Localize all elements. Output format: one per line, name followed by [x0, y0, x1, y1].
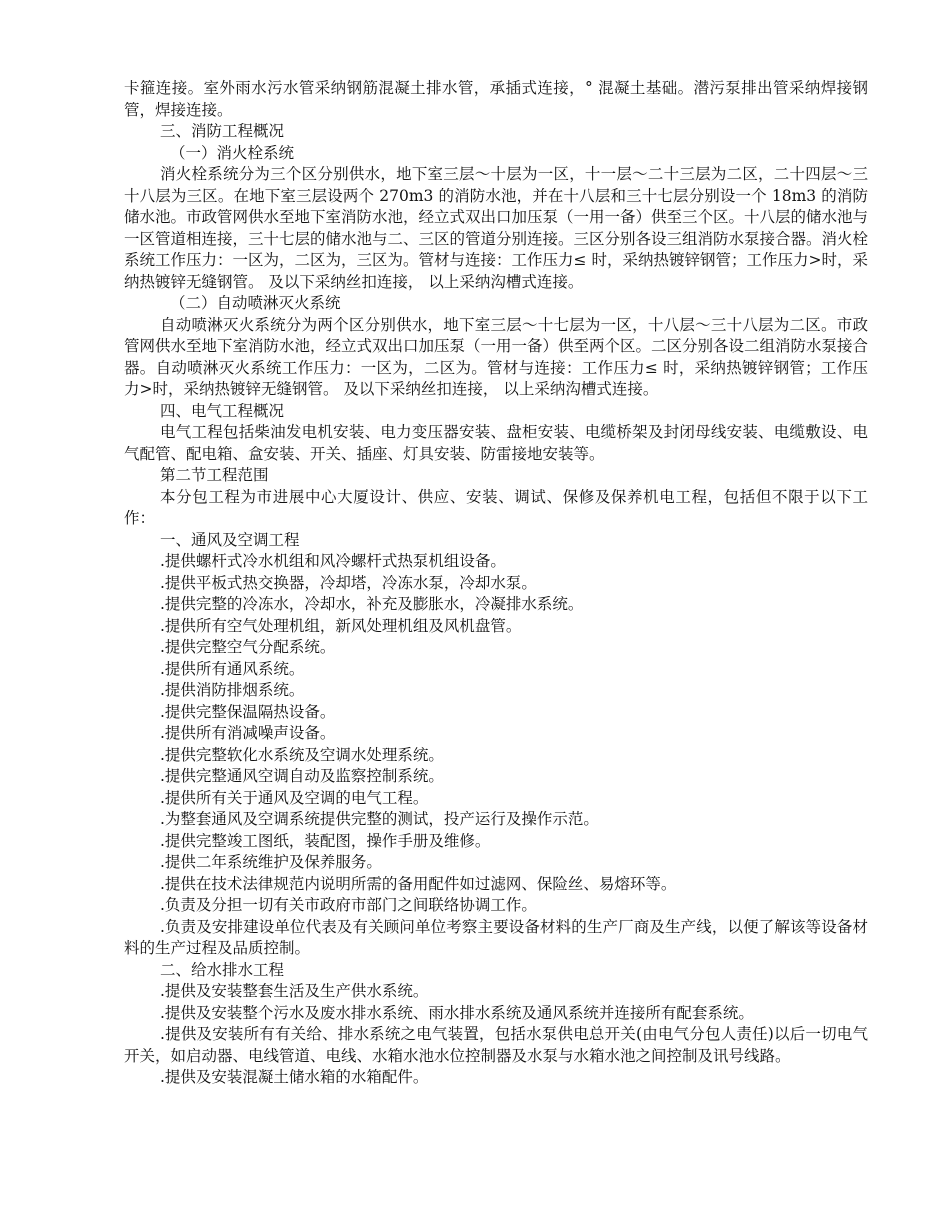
- list-item: .提供所有空气处理机组，新风处理机组及风机盘管。: [160, 616, 522, 635]
- section-heading: 三、消防工程概况: [160, 122, 285, 140]
- list-item: .提供完整竣工图纸，装配图，操作手册及维修。: [160, 831, 491, 850]
- list-item: .提供及安装混凝土储水箱的水箱配件。: [160, 1068, 429, 1086]
- list-item: .提供螺杆式冷水机组和风冷螺杆式热泵机组设备。: [160, 552, 506, 570]
- list-item: .提供所有关于通风及空调的电气工程。: [160, 788, 429, 807]
- list-item: .提供消防排烟系统。: [160, 681, 305, 699]
- list-item: .提供完整保温隔热设备。: [160, 702, 336, 721]
- paragraph: 电气工程包括柴油发电机安装、电力变压器安装、盘柜安装、电缆桥架及封闭母线安装、电缆敷设、电气配管、配电箱、盒安装、开关、插座、灯具安装、防雷接地安装等。: [124, 423, 868, 463]
- list-item: .提供及安装整个污水及废水排水系统、雨水排水系统及通风系统并连接所有配套系统。: [160, 1003, 754, 1022]
- list-item: .提供二年系统维护及保养服务。: [160, 853, 382, 871]
- section-heading: 四、电气工程概况: [160, 401, 285, 420]
- list-item: .提供完整空气分配系统。: [160, 638, 336, 656]
- list-item: .提供完整通风空调自动及监察控制系统。: [160, 767, 444, 785]
- paragraph: 卡箍连接。室外雨水污水管采纳钢筋混凝土排水管，承插式连接，° 混凝土基础。潜污泵排出管采纳焊接钢管，焊接连接。: [124, 79, 868, 119]
- subsection-heading: （二）自动喷淋灭火系统: [170, 294, 341, 312]
- list-item: .提供在技术法律规范内说明所需的备用配件如过滤网、保险丝、易熔环等。: [160, 874, 677, 893]
- section-heading: 第二节工程范围: [160, 466, 269, 484]
- list-item: .提供及安装所有有关给、排水系统之电气装置，包括水泵供电总开关(由电气分包人责任)以后一切电气开关，如启动器、电线管道、电线、水箱水池水位控制器及水泵与水箱水池之间控制及讯号线路。: [124, 1025, 868, 1065]
- list-item: .提供所有消减噪声设备。: [160, 724, 336, 742]
- list-item: .提供完整的冷冻水，冷却水，补充及膨胀水，冷凝排水系统。: [160, 595, 584, 613]
- paragraph: 自动喷淋灭火系统分为两个区分别供水，地下室三层～十七层为一区，十八层～三十八层为二区。市政管网供水至地下室消防水池，经立式双出口加压泵（一用一备）供至两个区。二区分别各设二组消防水泵接合器。自动喷淋灭火系统工作压力：一区为，二区为。管材与连接：工作压力≤ 时，采纳热镀锌钢管；工作压力>时，采纳热镀锌无缝钢管。 及以下采纳丝扣连接， 以上采纳沟槽式连接。: [124, 315, 869, 398]
- section-heading: 一、通风及空调工程: [160, 530, 300, 549]
- paragraph: 本分包工程为市进展中心大厦设计、供应、安装、调试、保修及保养机电工程，包括但不限于以下工作：: [124, 487, 868, 527]
- section-heading: 二、给水排水工程: [160, 960, 285, 979]
- subsection-heading: （一）消火栓系统: [170, 143, 295, 162]
- list-item: .负责及分担一切有关市政府市部门之间联络协调工作。: [160, 896, 537, 914]
- list-item: .提供所有通风系统。: [160, 659, 305, 678]
- paragraph: 消火栓系统分为三个区分别供水，地下室三层～十层为一区，十一层～二十三层为二区，二十四层～三十八层为三区。在地下室三层设两个 270m3 的消防水池，并在十八层和三十七层分别设一个 18m3 的消防储水池。市政管网供水至地下室消防水池，经立式双出口加压泵（一用一备）供至三个区。十八层的储水池与一区管道相连接，三十七层的储水池与二、三区的管道分别连接。三区分别各设三组消防水泵接合器。消火栓系统工作压力：一区为，二区为，三区为。管材与连接：工作压力≤ 时，采纳热镀锌钢管；工作压力>时，采纳热镀锌无缝钢管。 及以下采纳丝扣连接， 以上采纳沟槽式连接。: [124, 165, 869, 291]
- list-item: .提供平板式热交换器，冷却塔，冷冻水泵，冷却水泵。: [160, 573, 537, 592]
- list-item: .提供及安装整套生活及生产供水系统。: [160, 982, 429, 1000]
- list-item: .提供完整软化水系统及空调水处理系统。: [160, 745, 444, 764]
- list-item: .负责及安排建设单位代表及有关顾问单位考察主要设备材料的生产厂商及生产线，以便了解该等设备材料的生产过程及品质控制。: [124, 917, 868, 957]
- list-item: .为整套通风及空调系统提供完整的测试，投产运行及操作示范。: [160, 810, 599, 828]
